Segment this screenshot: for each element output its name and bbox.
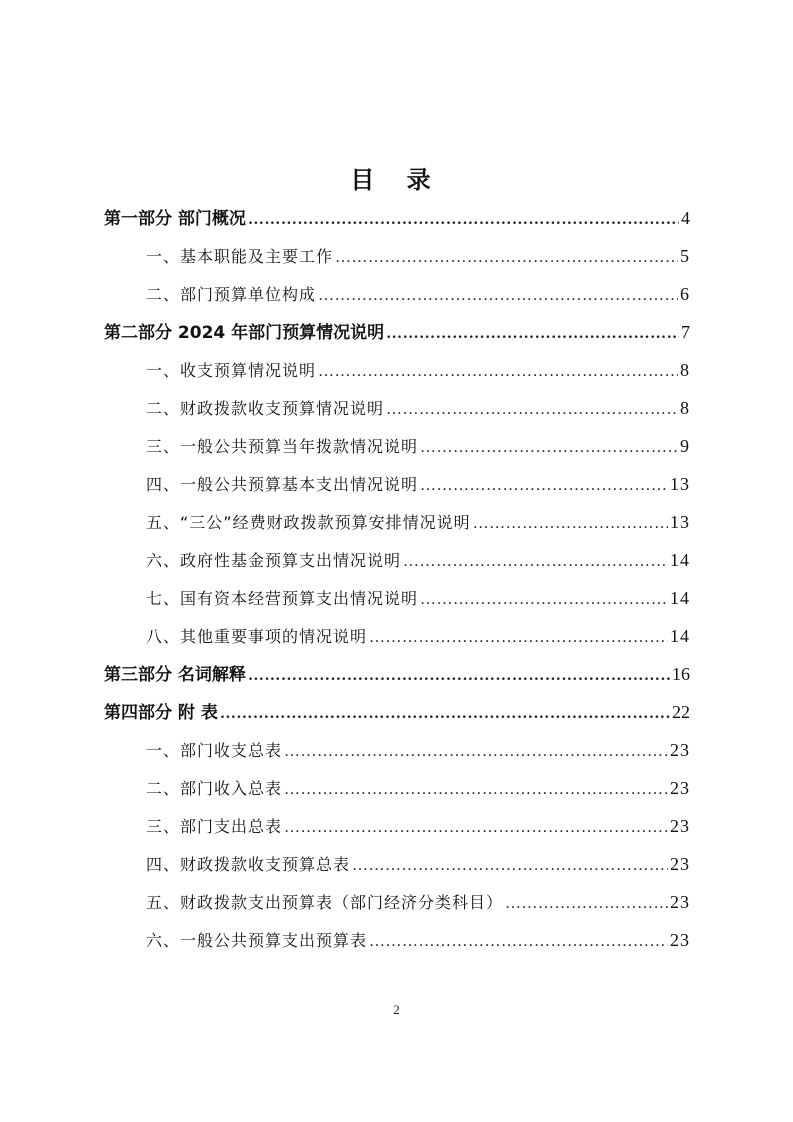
dot-leader xyxy=(335,249,678,267)
dot-leader xyxy=(386,401,678,419)
toc-entry-page: 13 xyxy=(670,474,690,494)
toc-entry[interactable] xyxy=(146,541,690,571)
dot-leader xyxy=(369,629,668,647)
toc-entry-page: 6 xyxy=(680,284,690,304)
toc-entry-page: 5 xyxy=(680,246,690,266)
toc-entry-part-3[interactable] xyxy=(104,655,690,685)
toc-entry[interactable] xyxy=(146,237,690,267)
toc-entry-page: 23 xyxy=(670,816,690,836)
toc-entry[interactable] xyxy=(146,427,690,457)
toc-entry-page: 8 xyxy=(680,398,690,418)
toc-entry-label: 五、“三公”经费财政拨款预算安排情况说明 xyxy=(146,513,471,532)
toc-entry-label: 第二部分 2024 年部门预算情况说明 xyxy=(104,323,385,343)
toc-entry-page: 14 xyxy=(670,588,690,608)
toc-entry-label: 一、部门收支总表 xyxy=(146,741,283,760)
toc-entry-label: 第一部分 部门概况 xyxy=(104,209,246,229)
dot-leader xyxy=(420,477,668,495)
toc-entry-part-2[interactable] xyxy=(104,313,690,343)
toc-entry-label: 七、国有资本经营预算支出情况说明 xyxy=(146,589,419,608)
dot-leader xyxy=(248,211,679,229)
dot-leader xyxy=(386,325,679,343)
dot-leader xyxy=(352,857,668,875)
toc-entry-label: 四、一般公共预算基本支出情况说明 xyxy=(146,475,419,494)
toc-entry-page: 23 xyxy=(670,854,690,874)
toc-entry-page: 8 xyxy=(680,360,690,380)
toc-entry-label: 四、财政拨款收支预算总表 xyxy=(146,855,351,874)
dot-leader xyxy=(318,363,678,381)
toc-entry-page: 4 xyxy=(681,208,690,228)
dot-leader xyxy=(284,743,668,761)
toc-entry-page: 23 xyxy=(670,778,690,798)
toc-entry-page: 22 xyxy=(672,702,690,722)
toc-entry-page: 16 xyxy=(672,664,690,684)
toc-entry-label: 二、部门预算单位构成 xyxy=(146,285,317,304)
toc-entry-page: 14 xyxy=(670,550,690,570)
dot-leader xyxy=(369,933,668,951)
toc-entry[interactable] xyxy=(146,351,690,381)
toc-title: 目 录 xyxy=(350,166,443,194)
toc-entry[interactable] xyxy=(146,731,690,761)
dot-leader xyxy=(420,439,678,457)
toc-entry-label: 五、财政拨款支出预算表（部门经济分类科目） xyxy=(146,893,504,912)
toc-entry[interactable] xyxy=(146,579,690,609)
page-number: 2 xyxy=(393,1002,400,1017)
toc-entry-page: 14 xyxy=(670,626,690,646)
dot-leader xyxy=(220,705,670,723)
dot-leader xyxy=(403,553,668,571)
dot-leader xyxy=(284,819,668,837)
toc-entry-label: 六、政府性基金预算支出情况说明 xyxy=(146,551,402,570)
toc-entry[interactable] xyxy=(146,807,690,837)
toc-entry-label: 六、一般公共预算支出预算表 xyxy=(146,931,368,950)
toc-entry-label: 一、基本职能及主要工作 xyxy=(146,247,334,266)
toc-entry-page: 13 xyxy=(670,512,690,532)
toc-entry-label: 一、收支预算情况说明 xyxy=(146,361,317,380)
toc-entry-label: 八、其他重要事项的情况说明 xyxy=(146,627,368,646)
toc-entry[interactable] xyxy=(146,503,690,533)
toc-entry[interactable] xyxy=(146,845,690,875)
toc-entry[interactable] xyxy=(146,465,690,495)
toc-entry-page: 23 xyxy=(670,740,690,760)
toc-entry[interactable] xyxy=(146,275,690,305)
toc-entry-label: 三、一般公共预算当年拨款情况说明 xyxy=(146,437,419,456)
toc-entry-page: 23 xyxy=(670,892,690,912)
toc-entry-label: 二、财政拨款收支预算情况说明 xyxy=(146,399,385,418)
toc-entry-label: 二、部门收入总表 xyxy=(146,779,283,798)
toc-entry-page: 23 xyxy=(670,930,690,950)
toc-entry-label: 第三部分 名词解释 xyxy=(104,665,246,685)
toc-entry-page: 9 xyxy=(680,436,690,456)
dot-leader xyxy=(318,287,678,305)
toc-entry-page: 7 xyxy=(681,322,690,342)
toc-entry[interactable] xyxy=(146,883,690,913)
toc-entry[interactable] xyxy=(146,769,690,799)
toc-entry[interactable] xyxy=(146,389,690,419)
toc-entry-part-4[interactable] xyxy=(104,693,690,723)
dot-leader xyxy=(505,895,668,913)
toc-entry[interactable] xyxy=(146,617,690,647)
dot-leader xyxy=(473,515,668,533)
toc-entry-part-1[interactable] xyxy=(104,199,690,229)
dot-leader xyxy=(248,667,670,685)
toc-entry-label: 第四部分 附 表 xyxy=(104,703,218,723)
toc-entry-label: 三、部门支出总表 xyxy=(146,817,283,836)
toc-entry[interactable] xyxy=(146,921,690,951)
dot-leader xyxy=(284,781,668,799)
dot-leader xyxy=(420,591,668,609)
